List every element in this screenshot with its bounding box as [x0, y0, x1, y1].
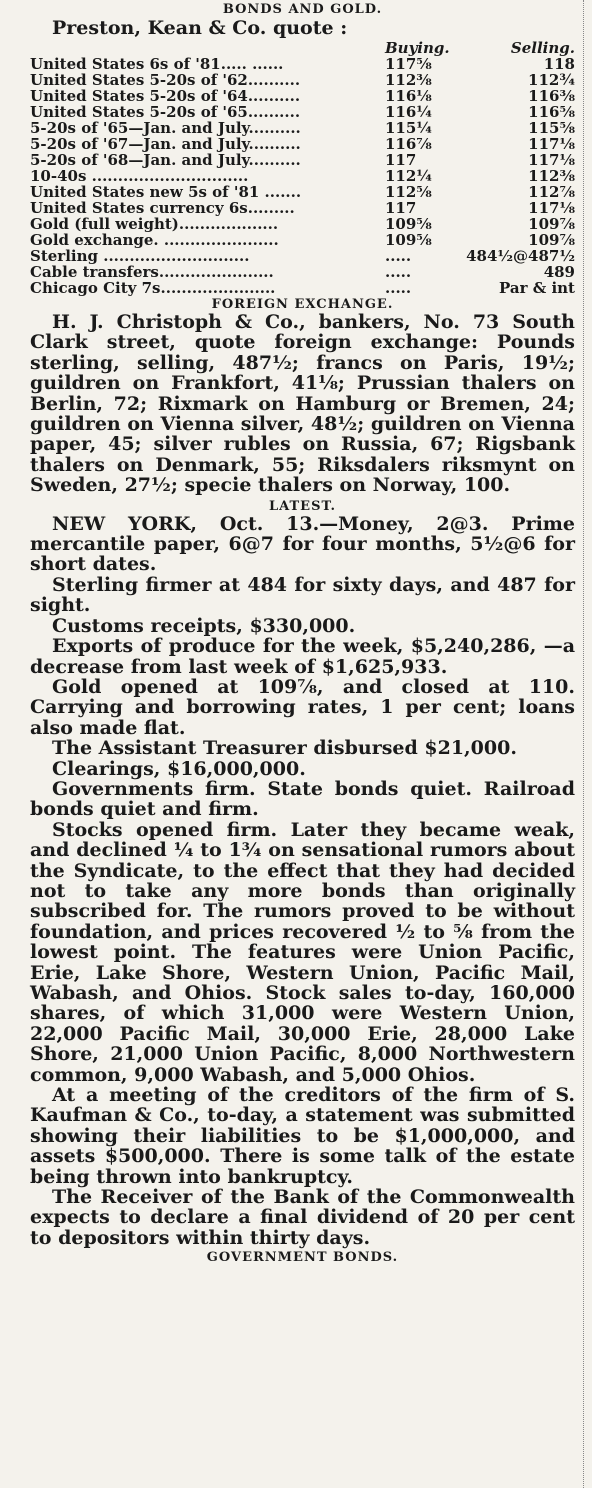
quote-name: Cable transfers...................... — [30, 264, 274, 280]
quote-buy: 117 — [385, 152, 417, 168]
quote-row — [30, 232, 575, 248]
quote-sell: 112¾ — [528, 72, 575, 88]
quote-row — [30, 184, 575, 200]
quote-name: United States new 5s of '81 ....... — [30, 184, 302, 200]
quote-name: Gold (full weight)................... — [30, 216, 279, 232]
latest-paragraph: Gold opened at 109⅞, and closed at 110. Carrying and borrowing rates, 1 per cent; loans also made flat. — [30, 675, 575, 739]
quote-buy: 115¼ — [385, 120, 432, 136]
quote-sell: 116⅝ — [528, 104, 575, 120]
quote-buy: 112⅜ — [385, 72, 432, 88]
quote-buy: 109⅝ — [385, 232, 432, 248]
quote-row — [30, 280, 575, 296]
quote-name: United States 5-20s of '65.......... — [30, 104, 301, 120]
quote-name: 5-20s of '67—Jan. and July.......... — [30, 136, 301, 152]
quote-buy: ..... — [385, 280, 412, 296]
quote-buy: 109⅝ — [385, 216, 432, 232]
latest-paragraph: Sterling firmer at 484 for sixty days, and 487 for sight. — [30, 573, 575, 617]
quote-sell: 109⅞ — [528, 216, 575, 232]
quote-sell: 112⅞ — [528, 184, 575, 200]
quote-row — [30, 136, 575, 152]
quote-sell: 484½@487½ — [466, 248, 575, 264]
quote-row — [30, 72, 575, 88]
quote-buy: 117 — [385, 200, 417, 216]
quote-sell: 117⅛ — [528, 152, 575, 168]
quote-name: 5-20s of '68—Jan. and July.......... — [30, 152, 301, 168]
latest-paragraph: Exports of produce for the week, $5,240,286, —a decrease from last week of $1,625,933. — [30, 635, 575, 678]
quote-buy: 116¼ — [385, 104, 432, 120]
foreign-heading: FOREIGN EXCHANGE. — [211, 297, 394, 312]
quote-buy: 117⅝ — [385, 56, 432, 72]
quote-buy: 112⅝ — [385, 184, 432, 200]
latest-paragraph: Governments firm. State bonds quiet. Railroad bonds quiet and firm. — [30, 777, 575, 821]
bonds-lead: Preston, Kean & Co. quote : — [52, 17, 348, 39]
latest-paragraph: At a meeting of the creditors of the firm of S. Kaufman & Co., to-day, a statement was submitted showing their liabilities to be $1,000,000, and assets $500,000. There is some talk of the estate being thrown into bankruptcy. — [30, 1084, 575, 1188]
quote-sell: 116⅜ — [528, 88, 575, 104]
latest-paragraph: The Receiver of the Bank of the Commonwealth expects to declare a final dividend of 20 per cent to depositors within thirty days. — [30, 1186, 575, 1249]
quote-buy: ..... — [385, 248, 412, 264]
foreign-body: H. J. Christoph & Co., bankers, No. 73 South Clark street, quote foreign exchange: Pounds sterling, selling, 487½; francs on Paris, 19½; guildren on Frankfort, 41⅛; Prussian thalers on Berlin, 72; Rixmark on Hamburg or Bremen, 24; guildren on Vienna silver, 48½; guildren on Vienna paper, 45; silver rubles on Russia, 67; Rigsbank thalers on Denmark, 55; Riksdalers riksmynt on Sweden, 27½; specie thalers on Norway, 100. — [30, 311, 575, 497]
bond-quotes-table — [30, 40, 575, 296]
quote-sell: 117⅛ — [528, 136, 575, 152]
col-buying: Buying. — [385, 39, 450, 57]
quote-name: Chicago City 7s...................... — [30, 280, 276, 296]
quote-row — [30, 152, 575, 168]
quote-name: Gold exchange. ...................... — [30, 232, 279, 248]
quote-row — [30, 120, 575, 136]
quote-buy: 116⅛ — [385, 88, 432, 104]
quote-name: 10-40s .............................. — [30, 168, 249, 184]
bonds-heading: BONDS AND GOLD. — [222, 2, 383, 17]
quote-name: United States currency 6s......... — [30, 200, 295, 216]
quote-row — [30, 168, 575, 184]
column-rule — [583, 0, 584, 1488]
quote-name: United States 5-20s of '62.......... — [30, 72, 301, 88]
quote-sell: 109⅞ — [528, 232, 575, 248]
latest-paragraph: Customs receipts, $330,000. — [52, 614, 356, 637]
latest-paragraph: The Assistant Treasurer disbursed $21,000. — [52, 737, 517, 760]
quote-sell: 115⅝ — [528, 120, 575, 136]
quote-sell: Par & int — [498, 280, 575, 296]
quote-name: United States 6s of '81..... ...... — [30, 56, 284, 72]
latest-paragraph: NEW YORK, Oct. 13.—Money, 2@3. Prime mercantile paper, 6@7 for four months, 5½@6 for short dates. — [30, 512, 575, 576]
quote-name: United States 5-20s of '64.......... — [30, 88, 301, 104]
quote-buy: ..... — [385, 264, 412, 280]
quote-row — [30, 88, 575, 104]
quote-row — [30, 216, 575, 232]
quote-sell: 118 — [543, 56, 575, 72]
quote-row — [30, 264, 575, 280]
quote-sell: 117⅛ — [528, 200, 575, 216]
latest-heading: LATEST. — [268, 498, 336, 514]
quote-sell: 489 — [543, 264, 575, 280]
quote-sell: 112⅜ — [528, 168, 575, 184]
footer-heading: GOVERNMENT BONDS. — [206, 1250, 399, 1266]
col-selling: Selling. — [510, 39, 575, 57]
newspaper-column — [30, 0, 575, 1265]
quote-buy: 112¼ — [385, 168, 432, 184]
quote-name: Sterling ............................ — [30, 248, 250, 264]
quote-row — [30, 200, 575, 216]
latest-paragraph: Stocks opened firm. Later they became weak, and declined ¼ to 1¾ on sensational rumors about the Syndicate, to the effect that they had decided not to take any more bonds than originally subscribed for. The rumors proved to be without foundation, and prices recovered ½ to ⅝ from the lowest point. The features were Union Pacific, Erie, Lake Shore, Western Union, Pacific Mail, Wabash, and Ohios. Stock sales to-day, 160,000 shares, of which 31,000 were Western Union, 22,000 Pacific Mail, 30,000 Erie, 28,000 Lake Shore, 21,000 Union Pacific, 8,000 Northwestern common, 9,000 Wabash, and 5,000 Ohios. — [30, 818, 575, 1086]
quote-row — [30, 104, 575, 120]
quote-buy: 116⅞ — [385, 136, 432, 152]
quote-row — [30, 248, 575, 264]
quote-name: 5-20s of '65—Jan. and July.......... — [30, 120, 301, 136]
quote-row — [30, 56, 575, 72]
latest-paragraph: Clearings, $16,000,000. — [52, 757, 306, 780]
